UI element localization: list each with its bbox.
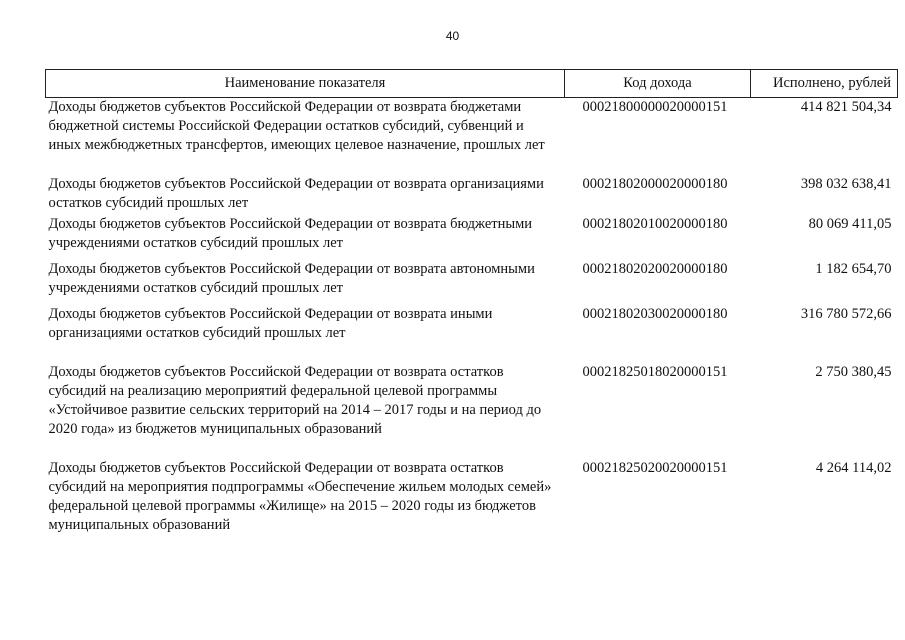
- row-name: Доходы бюджетов субъектов Российской Федерации от возврата остатков субсидий на реализацию мероприятий федеральной целевой программы «Устойчивое развитие сельских территорий на 2014 – 2017 годы и на период до 2020 года» из бюджетов муниципальных образований: [48, 364, 542, 437]
- table-body: [46, 98, 898, 538]
- row-code: 00021802030020000180: [582, 306, 728, 322]
- row-amount: 4 264 114,02: [815, 460, 892, 476]
- row-code: 00021802000020000180: [582, 176, 728, 192]
- row-name: Доходы бюджетов субъектов Российской Федерации от возврата остатков субсидий на мероприятия подпрограммы «Обеспечение жильем молодых семей» федеральной целевой программы «Жилище» на 2015 – 2020 годы из бюджетов муниципальных образований: [48, 460, 552, 533]
- row-code: 00021802010020000180: [582, 216, 728, 232]
- row-code: 00021825020020000151: [582, 460, 728, 476]
- row-name: Доходы бюджетов субъектов Российской Федерации от возврата организациями остатков субсидий прошлых лет: [48, 176, 544, 211]
- row-name: Доходы бюджетов субъектов Российской Федерации от возврата бюджетными учреждениями остатков субсидий прошлых лет: [48, 216, 533, 251]
- table-header-row: [46, 70, 898, 98]
- row-amount: 414 821 504,34: [800, 99, 892, 115]
- table-row: [46, 175, 898, 215]
- row-code: 00021800000020000151: [582, 99, 728, 115]
- row-code: 00021825018020000151: [582, 364, 728, 380]
- row-amount: 316 780 572,66: [800, 306, 892, 322]
- table-row: [46, 459, 898, 537]
- row-amount: 1 182 654,70: [815, 261, 892, 277]
- row-amount: 398 032 638,41: [800, 176, 892, 192]
- table-row: [46, 363, 898, 459]
- table-row: [46, 215, 898, 260]
- table-row: [46, 305, 898, 363]
- row-amount: 2 750 380,45: [815, 364, 892, 380]
- row-amount: 80 069 411,05: [808, 216, 892, 232]
- row-code: 00021802020020000180: [582, 261, 728, 277]
- table-row: [46, 98, 898, 176]
- column-header-code: Код дохода: [565, 70, 751, 98]
- row-name: Доходы бюджетов субъектов Российской Федерации от возврата бюджетами бюджетной системы Российской Федерации остатков субсидий, субвенций и иных межбюджетных трансфертов, имеющих целевое назначение, прошлых лет: [48, 99, 545, 153]
- column-header-amount: Исполнено, рублей: [751, 70, 898, 98]
- row-name: Доходы бюджетов субъектов Российской Федерации от возврата автономными учреждениями остатков субсидий прошлых лет: [48, 261, 535, 296]
- revenue-table: [45, 69, 898, 537]
- table-row: [46, 260, 898, 305]
- column-header-name: Наименование показателя: [46, 70, 565, 98]
- page-number: 40: [445, 29, 460, 43]
- table-header: [46, 70, 898, 98]
- row-name: Доходы бюджетов субъектов Российской Федерации от возврата иными организациями остатков субсидий прошлых лет: [48, 306, 493, 341]
